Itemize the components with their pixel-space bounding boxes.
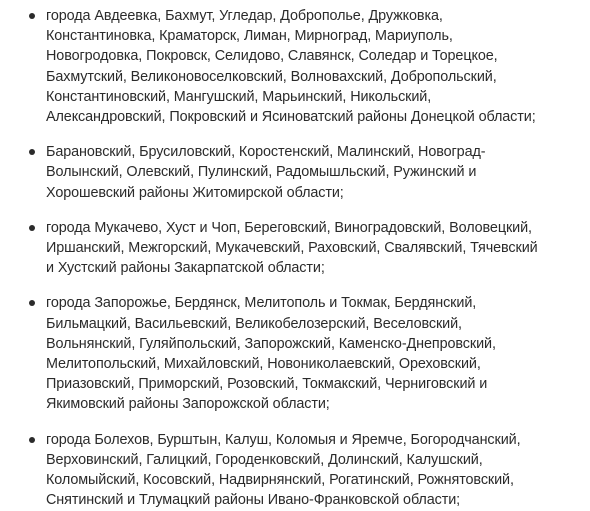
text-line: Иршанский, Межгорский, Мукачевский, Раховский, Свалявский, Тячевский [46,240,538,257]
text-line: Верховинский, Галицкий, Городенковский, Долинский, Калушский, [46,451,483,468]
text-line: Мелитопольский, Михайловский, Новониколаевский, Ореховский, [46,356,481,373]
text-line: Александровский, Покровский и Ясиноватский районы Донецкой области; [46,109,536,126]
list-item-text [46,6,580,127]
text-line: Снятинский и Тлумацкий районы Ивано-Франковской области; [46,492,461,509]
text-line: Приазовский, Приморский, Розовский, Токмакский, Черниговский и [46,376,488,393]
bullet-icon [29,13,35,19]
text-line: города Авдеевка, Бахмут, Угледар, Доброполье, Дружковка, [46,8,443,24]
list-item-text [46,142,580,203]
list-item-text [46,430,580,511]
bullet-icon [29,225,35,231]
list-item-text [46,293,580,414]
list-item [0,293,580,414]
text-line: Коломыйский, Косовский, Надвирнянский, Рогатинский, Рожнятовский, [46,472,514,489]
regions-list [0,6,580,510]
text-line: Хорошевский районы Житомирской области; [46,184,344,201]
text-line: Новогродовка, Покровск, Селидово, Славянск, Соледар и Торецкое, [46,48,498,65]
list-item-text [46,218,580,279]
text-line: города Запорожье, Бердянск, Мелитополь и Токмак, Бердянский, [46,295,477,312]
bullet-icon [29,149,35,155]
text-line: Бахмутский, Великоновоселковский, Волновахский, Добропольский, [46,68,497,85]
text-line: Вольнянский, Гуляйпольский, Запорожский, Каменско-Днепровский, [46,335,496,352]
bullet-icon [29,437,35,443]
text-line: города Болехов, Бурштын, Калуш, Коломыя и Яремче, Богородчанский, [46,431,521,448]
bullet-icon [29,300,35,306]
text-line: Константиновский, Мангушский, Марьинский, Никольский, [46,88,432,105]
text-line: Бильмацкий, Васильевский, Великобелозерский, Веселовский, [46,315,462,332]
text-line: Волынский, Олевский, Пулинский, Радомышльский, Ружинский и [46,164,477,181]
text-line: Барановский, Брусиловский, Коростенский, Малинский, Новоград- [46,144,486,161]
list-item [0,6,580,127]
list-item [0,218,580,279]
text-line: Константиновка, Краматорск, Лиман, Мирноград, Мариуполь, [46,28,453,45]
list-item [0,430,580,511]
text-line: и Хустский районы Закарпатской области; [46,260,325,277]
list-item [0,142,580,203]
text-line: Якимовский районы Запорожской области; [46,396,330,413]
text-line: города Мукачево, Хуст и Чоп, Береговский, Виноградовский, Воловецкий, [46,219,532,236]
